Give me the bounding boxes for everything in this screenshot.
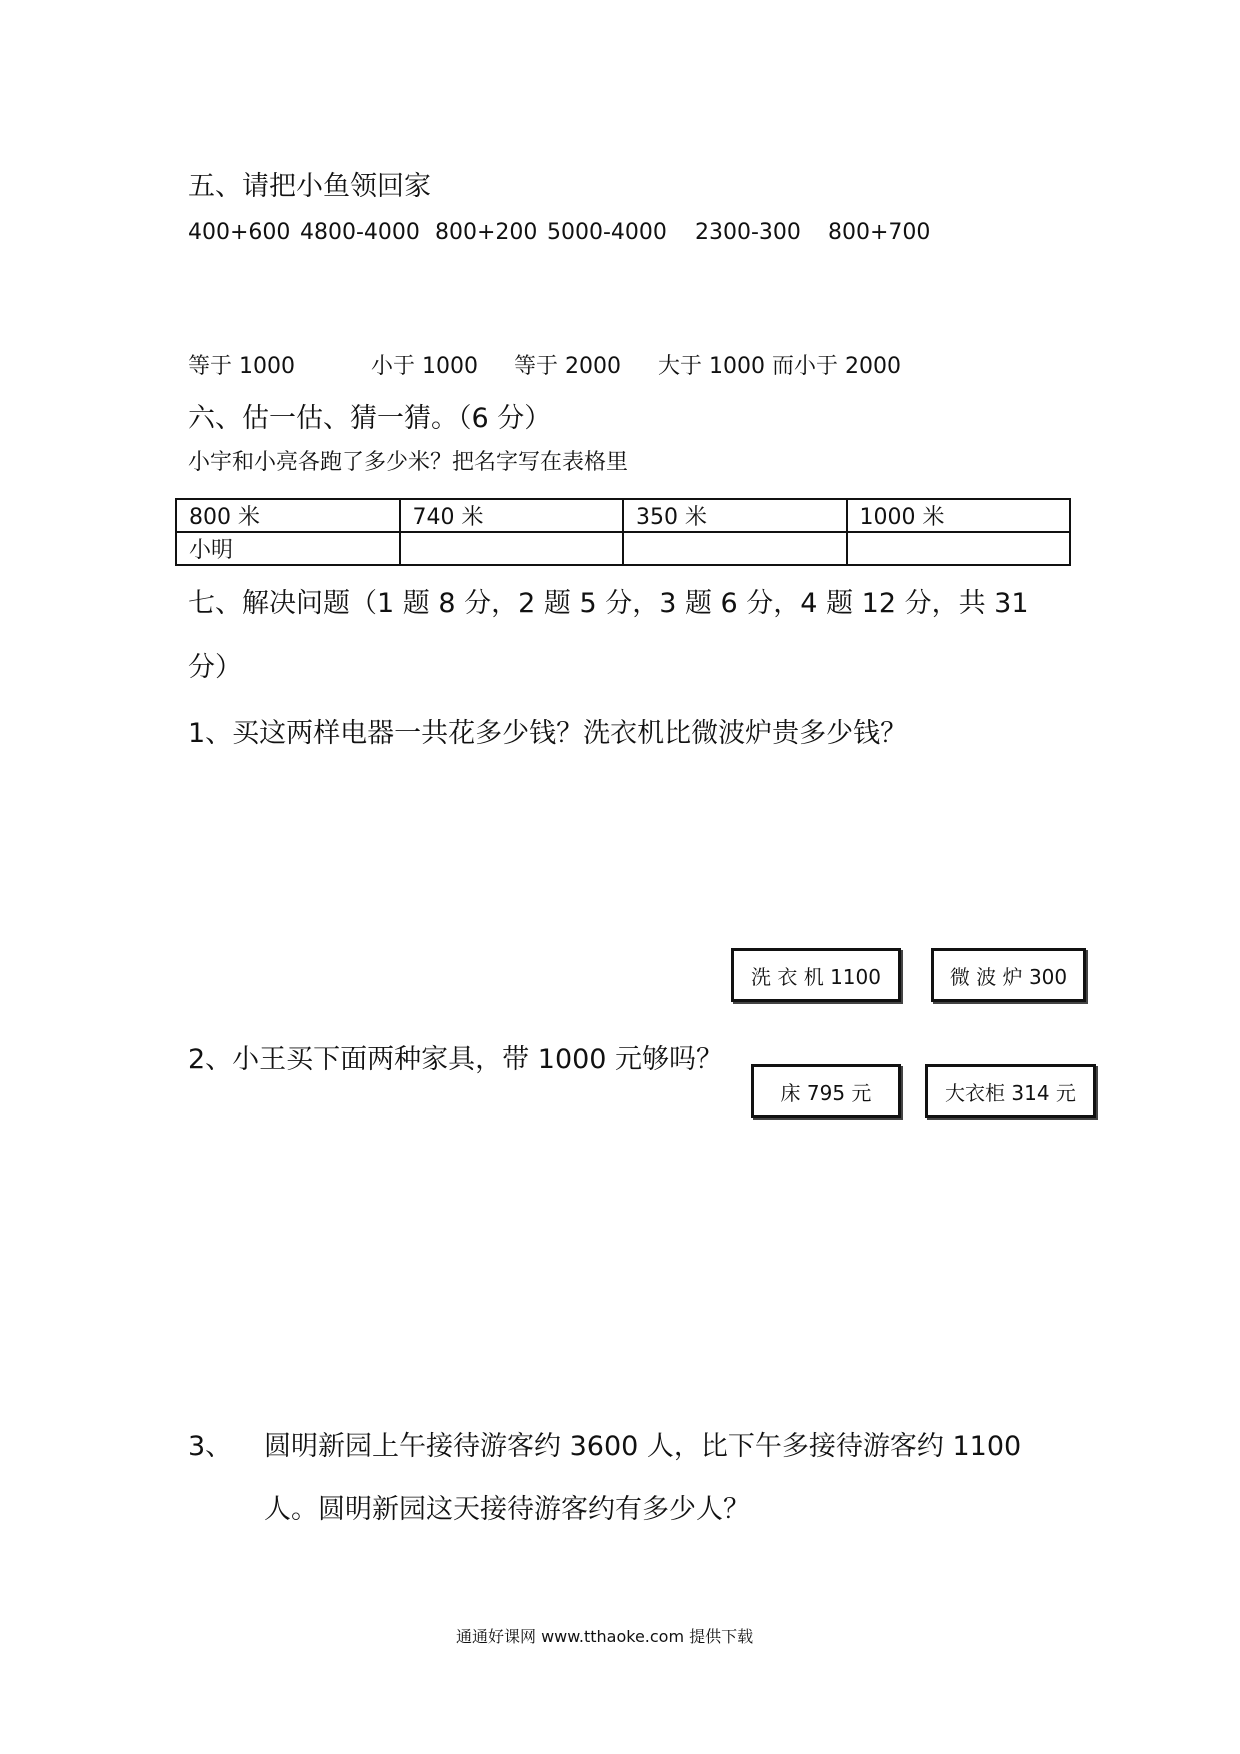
expression-2: 4800-4000	[300, 220, 420, 245]
table-cell: 800 米	[176, 499, 400, 532]
table-cell-blank[interactable]	[847, 532, 1071, 565]
table-cell-blank[interactable]	[623, 532, 847, 565]
microwave-price-box: 微 波 炉 300	[931, 948, 1086, 1002]
target-4: 大于 1000 而小于 2000	[658, 354, 901, 379]
expression-5: 2300-300	[695, 220, 801, 245]
section-6-prompt: 小宇和小亮各跑了多少米？把名字写在表格里	[188, 450, 629, 475]
expression-4: 5000-4000	[547, 220, 667, 245]
question-1-text: 1、买这两样电器一共花多少钱？洗衣机比微波炉贵多少钱？	[188, 718, 908, 749]
section-6-title: 六、估一估、猜一猜。（6 分）	[188, 403, 552, 434]
expression-1: 400+600	[188, 220, 291, 245]
table-cell-blank[interactable]	[400, 532, 624, 565]
target-1: 等于 1000	[188, 354, 295, 379]
table-row	[176, 532, 1070, 565]
wardrobe-price-box: 大衣柜 314 元	[925, 1064, 1096, 1118]
section-7-title-cont: 分）	[188, 652, 242, 683]
table-cell: 小明	[176, 532, 400, 565]
distance-table	[175, 498, 1071, 566]
question-3-line-1: 圆明新园上午接待游客约 3600 人，比下午多接待游客约 1100	[264, 1431, 1022, 1462]
table-cell: 740 米	[400, 499, 624, 532]
target-3: 等于 2000	[514, 354, 621, 379]
expression-3: 800+200	[435, 220, 538, 245]
section-7-title: 七、解决问题（1 题 8 分，2 题 5 分，3 题 6 分，4 题 12 分，共 31	[188, 588, 1029, 619]
question-3-line-2: 人。圆明新园这天接待游客约有多少人？	[264, 1494, 750, 1525]
table-cell: 1000 米	[847, 499, 1071, 532]
target-2: 小于 1000	[371, 354, 478, 379]
question-2-text: 2、小王买下面两种家具，带 1000 元够吗？	[188, 1044, 724, 1075]
question-3-number: 3、	[188, 1431, 233, 1462]
expression-6: 800+700	[828, 220, 931, 245]
washer-price-box: 洗 衣 机 1100	[731, 948, 901, 1002]
table-header-row	[176, 499, 1070, 532]
bed-price-box: 床 795 元	[751, 1064, 901, 1118]
section-5-title: 五、请把小鱼领回家	[188, 171, 431, 202]
footer-text: 通通好课网 www.tthaoke.com 提供下载	[456, 1627, 754, 1646]
table-cell: 350 米	[623, 499, 847, 532]
